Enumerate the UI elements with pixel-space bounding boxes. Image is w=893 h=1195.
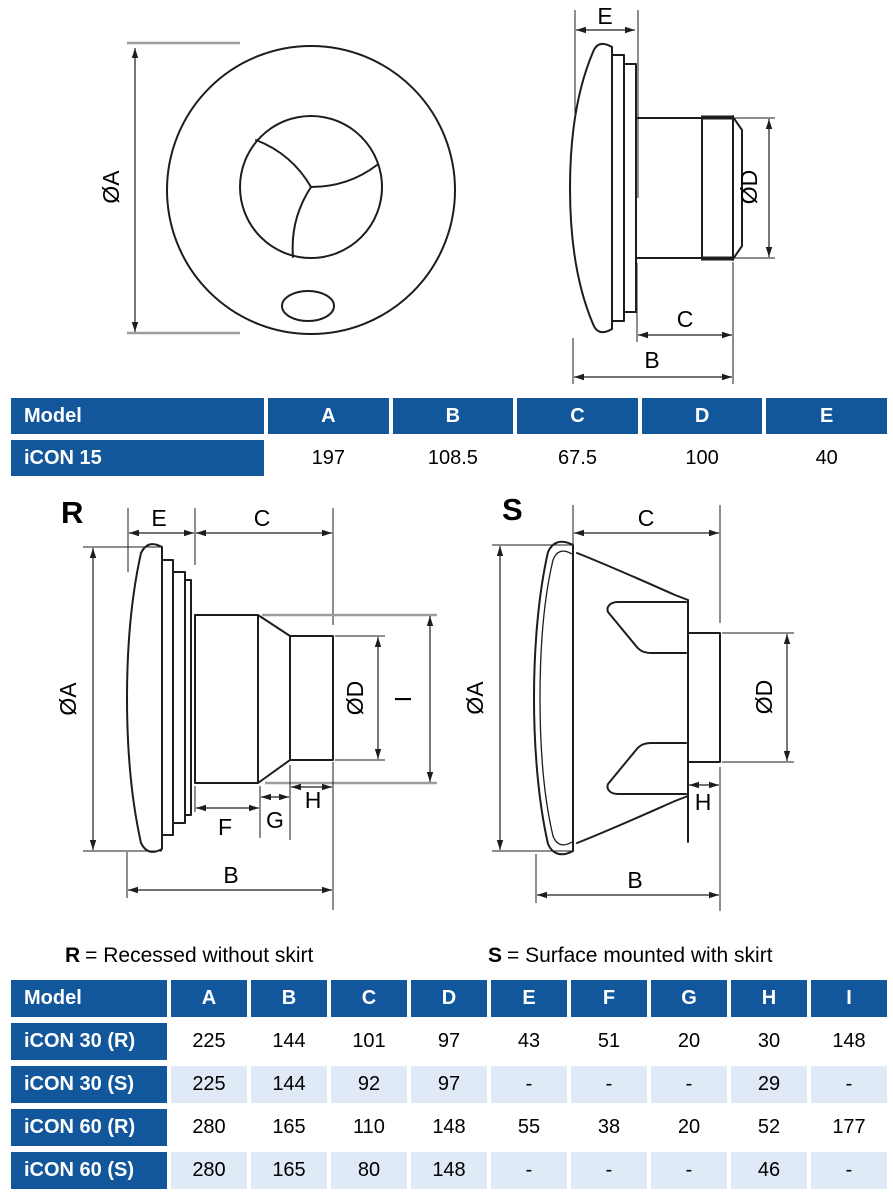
dim-a-extension-lines <box>83 547 162 851</box>
table2-row-icon60r <box>11 1109 887 1146</box>
cover-step-rings <box>612 55 636 321</box>
dim-b-label: B <box>627 867 643 893</box>
value-cell: 40 <box>766 440 887 476</box>
table2-header-e: E <box>491 980 567 1017</box>
value-cell: - <box>571 1066 647 1103</box>
dim-d-label: ØD <box>751 679 777 715</box>
value-cell: 101 <box>331 1023 407 1060</box>
value-cell: 97 <box>411 1023 487 1060</box>
model-cell: iCON 60 (S) <box>11 1152 167 1189</box>
dome-inner-shell-line <box>540 551 572 845</box>
dim-f-label: F <box>217 814 233 840</box>
legend-recessed-text: = Recessed without skirt <box>85 944 314 967</box>
legend-surface-text: = Surface mounted with skirt <box>507 944 773 967</box>
icon30-60-dimensions-table <box>7 974 891 1195</box>
dim-cb-extension-lines <box>573 505 720 911</box>
dim-b-label: B <box>223 862 239 888</box>
value-cell: - <box>491 1152 567 1189</box>
dim-a-label: ØA <box>55 682 81 716</box>
value-cell: 225 <box>171 1066 247 1103</box>
value-cell: 46 <box>731 1152 807 1189</box>
table2-header-f: F <box>571 980 647 1017</box>
table2-row-icon30r <box>11 1023 887 1060</box>
dim-h-label: H <box>694 789 712 815</box>
dim-e-label: E <box>597 3 613 29</box>
value-cell: 20 <box>651 1023 727 1060</box>
table1-header-model: Model <box>11 398 264 434</box>
front-cover-dome <box>570 44 612 332</box>
dim-g-label: G <box>266 807 284 833</box>
value-cell: - <box>811 1152 887 1189</box>
dim-c-label: C <box>637 505 655 531</box>
value-cell: 225 <box>171 1023 247 1060</box>
dim-d-label: ØD <box>736 169 762 205</box>
value-cell: 67.5 <box>517 440 638 476</box>
table2-header-row <box>11 980 887 1017</box>
value-cell: - <box>651 1066 727 1103</box>
value-cell: 280 <box>171 1109 247 1146</box>
dim-h-label: H <box>304 787 322 813</box>
value-cell: 144 <box>251 1066 327 1103</box>
surface-view-diagram <box>460 490 893 922</box>
table2-header-b: B <box>251 980 327 1017</box>
spigot-body <box>636 118 702 258</box>
recessed-body-and-spigot <box>195 615 333 783</box>
value-cell: 38 <box>571 1109 647 1146</box>
value-cell: 165 <box>251 1152 327 1189</box>
value-cell: 97 <box>411 1066 487 1103</box>
table2-row-icon30s <box>11 1066 887 1103</box>
value-cell: 43 <box>491 1023 567 1060</box>
dim-c-label: C <box>253 505 271 531</box>
table2-header-d: D <box>411 980 487 1017</box>
value-cell: 100 <box>642 440 763 476</box>
table2-header-model: Model <box>11 980 167 1017</box>
value-cell: 148 <box>411 1109 487 1146</box>
value-cell: 20 <box>651 1109 727 1146</box>
recessed-front-dome <box>127 544 162 852</box>
surface-key-label: S <box>502 492 523 527</box>
value-cell: 29 <box>731 1066 807 1103</box>
table1-row-icon15 <box>11 440 887 476</box>
table1-header-d: D <box>642 398 763 434</box>
side-view-diagram <box>540 0 893 395</box>
dim-a-label: ØA <box>462 681 488 715</box>
dim-a-label: ØA <box>98 170 124 204</box>
icon15-dimensions-table <box>7 392 891 482</box>
dim-c-label: C <box>676 306 694 332</box>
value-cell: - <box>811 1066 887 1103</box>
dim-i-label: I <box>390 695 416 703</box>
dim-a-extension-lines <box>492 545 573 851</box>
model-cell: iCON 15 <box>11 440 264 476</box>
value-cell: 144 <box>251 1023 327 1060</box>
model-cell: iCON 60 (R) <box>11 1109 167 1146</box>
table1-header-e: E <box>766 398 887 434</box>
surface-spigot <box>688 633 720 762</box>
table2-header-a: A <box>171 980 247 1017</box>
table2-header-i: I <box>811 980 887 1017</box>
table1-header-c: C <box>517 398 638 434</box>
table1-header-b: B <box>393 398 514 434</box>
skirt-clip-detail-bottom <box>607 743 686 794</box>
legend-recessed <box>65 944 313 968</box>
table2-header-g: G <box>651 980 727 1017</box>
dim-e-label: E <box>151 505 167 531</box>
skirt-clip-detail-top <box>607 602 686 653</box>
value-cell: 92 <box>331 1066 407 1103</box>
value-cell: - <box>571 1152 647 1189</box>
skirt-outline <box>577 553 688 843</box>
value-cell: 52 <box>731 1109 807 1146</box>
model-cell: iCON 30 (R) <box>11 1023 167 1060</box>
table1-header-row <box>11 398 887 434</box>
dim-d-label: ØD <box>342 680 368 716</box>
dim-b-label: B <box>644 347 660 373</box>
value-cell: 148 <box>411 1152 487 1189</box>
value-cell: 110 <box>331 1109 407 1146</box>
value-cell: 51 <box>571 1023 647 1060</box>
value-cell: 165 <box>251 1109 327 1146</box>
recessed-key-label: R <box>61 495 84 530</box>
value-cell: 197 <box>268 440 389 476</box>
value-cell: - <box>491 1066 567 1103</box>
table2-row-icon60s <box>11 1152 887 1189</box>
value-cell: 177 <box>811 1109 887 1146</box>
table2-header-c: C <box>331 980 407 1017</box>
front-view-diagram <box>90 10 480 395</box>
value-cell: 55 <box>491 1109 567 1146</box>
legend-surface-key: S <box>488 944 503 967</box>
dim-e-extension-lines <box>575 10 638 198</box>
value-cell: 30 <box>731 1023 807 1060</box>
table1-header-a: A <box>268 398 389 434</box>
recessed-step-rings <box>162 560 191 835</box>
table2-header-h: H <box>731 980 807 1017</box>
spigot-collar-edges <box>701 118 733 259</box>
value-cell: - <box>651 1152 727 1189</box>
value-cell: 108.5 <box>393 440 514 476</box>
legend-recessed-key: R <box>65 944 81 967</box>
value-cell: 80 <box>331 1152 407 1189</box>
indicator-ellipse <box>282 291 334 321</box>
recessed-view-diagram <box>55 490 455 922</box>
model-cell: iCON 30 (S) <box>11 1066 167 1103</box>
value-cell: 280 <box>171 1152 247 1189</box>
value-cell: 148 <box>811 1023 887 1060</box>
legend-surface <box>488 944 773 968</box>
dim-a-extension-lines <box>127 43 240 333</box>
